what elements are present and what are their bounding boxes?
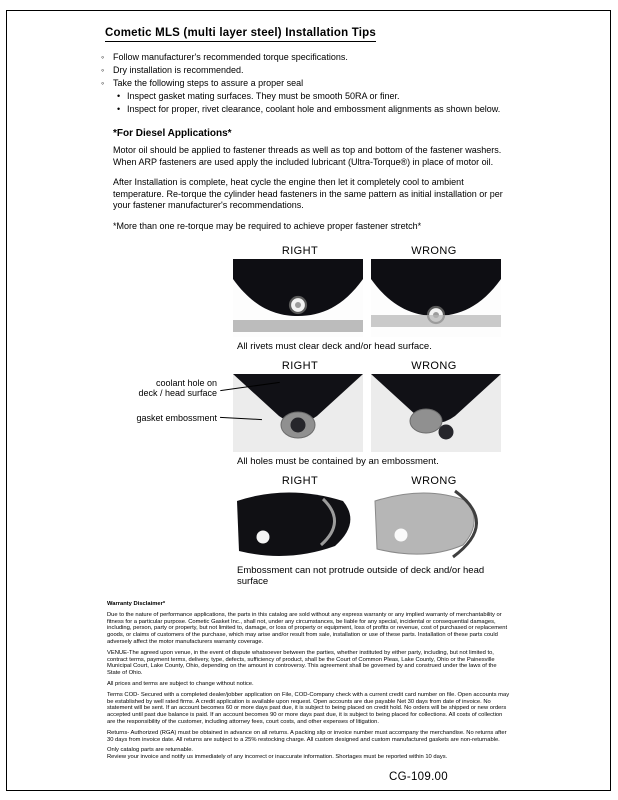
- annotation-embossment: gasket embossment: [136, 413, 217, 423]
- wrong-label: WRONG: [411, 360, 457, 372]
- bolt-hole-icon: [257, 531, 270, 544]
- deck-surface: [371, 315, 501, 327]
- wrong-label: WRONG: [411, 475, 457, 487]
- deck-surface: [233, 320, 363, 332]
- retorque-note: *More than one re-torque may be required to achieve proper fastener stretch*: [113, 220, 422, 231]
- annotation-coolant-hole: [99, 378, 217, 398]
- diagram-headers: [233, 244, 501, 259]
- legal-paragraph: Only catalog parts are returnable.: [107, 747, 194, 754]
- list-item: [101, 51, 611, 64]
- diagram-row-embossment: [99, 474, 611, 587]
- diesel-paragraph-1: Motor oil should be applied to fastener threads as well as top and bottom of the fastener washers. When ARP fasteners are used apply the included lubricant (Ultra-Torque®) in place of motor oil.: [113, 145, 502, 167]
- legal-paragraph: VENUE-The agreed upon venue, in the event of dispute whatsoever between the parties, whether instituted by either party, including, but not limited to, contract terms, payment terms, delivery, type, defects, sufficiency of product, shall be the Court of Common Pleas, Lake County, Ohio or the Painesville Municipal Court, Lake County, Ohio, depending on the amount in controversy. This agreement shall be governed by and construed under the laws of the State of Ohio.: [107, 649, 497, 677]
- right-label: RIGHT: [281, 360, 319, 372]
- diagram-row-rivets: [99, 244, 611, 352]
- bullet-text: Follow manufacturer's recommended torque specifications.: [113, 52, 348, 62]
- deck-body: [375, 493, 474, 554]
- bolt-hole-icon: [395, 529, 408, 542]
- legal-paragraph: Review your invoice and notify us immediately of any incorrect or inaccurate information. Shortages must be reported within 10 days.: [107, 754, 448, 761]
- diagram-embossment-right: [233, 489, 363, 561]
- diagram-embossment-wrong: [371, 489, 501, 561]
- diagram-panels: [233, 489, 501, 561]
- legal-paragraph: Returns- Authorized (RGA) must be obtained in advance on all returns. A packing slip or invoice number must accompany the merchandise. No returns after 30 days from invoice date. All returns are subject to a 25% restocking charge. All custom designed and custom manufactured gaskets are non-returnable.: [107, 729, 507, 743]
- tips-list: [99, 51, 611, 116]
- legal-paragraph: Terms COD- Secured with a completed dealer/jobber application on File, COD-Company check with a current credit card number on file. Open accounts may be established by well rated firms. A credit application is available upon request. Open accounts are due payable Net 30 days from date of invoice. No statement will be sent. If an account becomes 60 or more days past due, it is subject to being placed on credit hold. No orders will be shipped or new orders accepted until past due balance is paid. If an account becomes 90 or more days past due, it is subject to being placed for collections. All costs of collection are the responsibility of the customer, including attorney fees, court costs, and other expenses of litigation.: [107, 691, 510, 725]
- bullet-marker: •: [117, 104, 121, 114]
- annotation-text: deck / head surface: [138, 388, 217, 398]
- page: [6, 10, 611, 791]
- bullet-text: Dry installation is recommended.: [113, 65, 244, 75]
- bullet-marker: ◦: [101, 65, 105, 75]
- bullet-text: Inspect gasket mating surfaces. They must be smooth 50RA or finer.: [127, 91, 400, 101]
- page-title: Cometic MLS (multi layer steel) Installation Tips: [105, 27, 376, 42]
- bullet-text: Take the following steps to assure a proper seal: [113, 78, 304, 88]
- embossment: [410, 409, 442, 433]
- diagram-hole-wrong: [371, 374, 501, 452]
- bullet-text: Inspect for proper, rivet clearance, coolant hole and embossment alignments as shown below.: [127, 104, 501, 114]
- diagram-rivet-right: [233, 259, 363, 337]
- catalog-page-code: CG-109.00: [389, 770, 448, 783]
- diagram-panels: [233, 259, 501, 337]
- diagram-headers: [233, 359, 501, 374]
- diagram-rivet-wrong: [371, 259, 501, 337]
- bullet-marker: ◦: [101, 78, 105, 88]
- warranty-heading: Warranty Disclaimer*: [107, 601, 166, 607]
- diesel-heading: *For Diesel Applications*: [113, 128, 232, 139]
- diagram-caption: All rivets must clear deck and/or head surface.: [237, 341, 432, 352]
- diagram-panels: [233, 374, 501, 452]
- right-label: RIGHT: [281, 245, 319, 257]
- diesel-paragraph-2: After Installation is complete, heat cycle the engine then let it completely cool to ambient temperature. Re-torque the cylinder head fasteners in the same pattern as initial installation or per your fastener manufacturer's recommendations.: [113, 177, 503, 210]
- rivet-center: [295, 302, 301, 308]
- warranty-disclaimer: [107, 601, 511, 761]
- annotation-text: coolant hole on: [155, 378, 217, 388]
- right-label: RIGHT: [281, 475, 319, 487]
- coolant-hole-icon: [439, 425, 454, 440]
- wrong-label: WRONG: [411, 245, 457, 257]
- diagram-caption: All holes must be contained by an embossment.: [237, 456, 439, 467]
- list-item: [101, 64, 611, 77]
- list-item: [101, 77, 611, 90]
- list-item: [117, 90, 611, 103]
- list-item: [117, 103, 611, 116]
- bullet-marker: •: [117, 91, 121, 101]
- legal-paragraph: All prices and terms are subject to change without notice.: [107, 680, 254, 687]
- bullet-marker: ◦: [101, 52, 105, 62]
- diagram-row-holes: [99, 359, 611, 467]
- legal-paragraph: Due to the nature of performance applications, the parts in this catalog are sold without any express warranty or any implied warranty of merchantability or fitness for a particular purpose. Cometic Gasket Inc., shall not, under any circumstances, be liable for any special, incidental or consequential damages, including, person, party or property, but not limited to, damage, or loss of property or equipment, loss of profits or revenue, cost of purchased or replacement goods, or claims of customers of the purchase, which may arise and/or result from sale, installation or use of these parts. Installation of these parts could adversely affect the motor manufacturers warranty coverage.: [107, 611, 508, 645]
- coolant-hole-icon: [291, 418, 306, 433]
- diagram-headers: [233, 474, 501, 489]
- diagram-caption: Embossment can not protrude outside of deck and/or head surface: [237, 565, 485, 587]
